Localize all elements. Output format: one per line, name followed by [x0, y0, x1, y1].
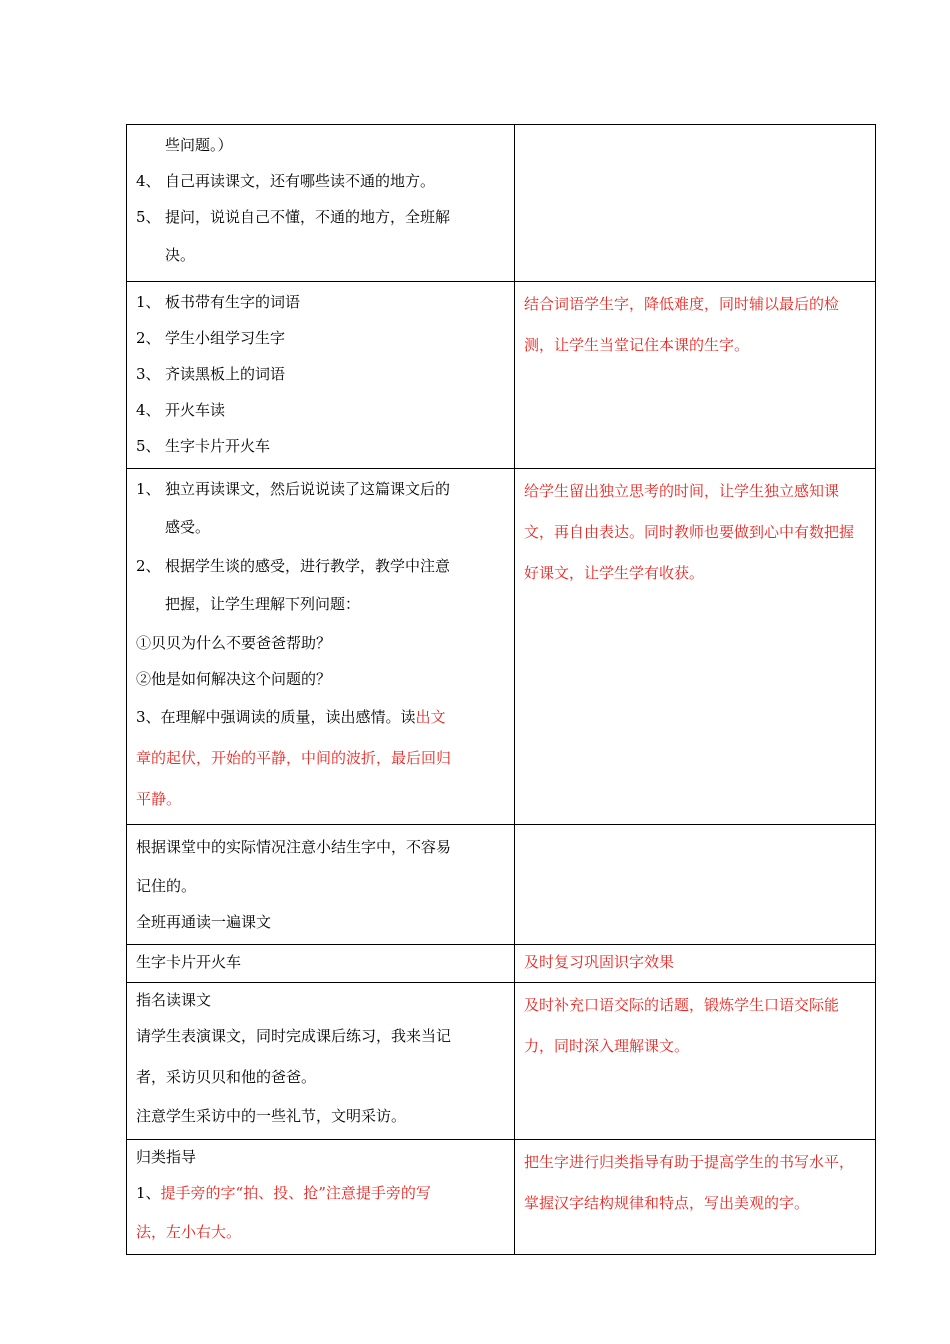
procedure-line: 3、在理解中强调读的质量，读出感情。读 [136, 708, 416, 726]
procedure-cell [127, 1140, 515, 1255]
table-row [127, 983, 876, 1140]
intent-note: 把生字进行归类指导有助于提高学生的书写水平，掌握汉字结构规律和特点，写出美观的字。 [524, 1153, 855, 1212]
table-row [127, 125, 876, 282]
table-row [127, 282, 876, 469]
table-row [127, 1140, 876, 1255]
procedure-cell [127, 983, 515, 1140]
procedure-line: 提问，说说自己不懂，不通的地方，全班解 [165, 208, 451, 226]
procedure-line: 学生小组学习生字 [165, 329, 286, 347]
intent-cell [515, 825, 876, 945]
procedure-line: 者，采访贝贝和他的爸爸。 [136, 1068, 317, 1086]
procedure-line: 独立再读课文，然后说说读了这篇课文后的 [165, 480, 451, 498]
item-number: 5、 [136, 208, 161, 226]
item-number: 1、 [136, 480, 161, 498]
procedure-line-emphasis: 提手旁的字“拍、投、抢”注意提手旁的写 [160, 1184, 431, 1202]
item-number: 4、 [136, 172, 161, 190]
intent-cell [515, 983, 876, 1140]
item-number: 1、 [136, 1184, 161, 1202]
procedure-line-emphasis: 章的起伏，开始的平静，中间的波折，最后回归 [136, 749, 452, 767]
procedure-line: 板书带有生字的词语 [165, 293, 301, 311]
table-row [127, 469, 876, 825]
procedure-cell [127, 825, 515, 945]
lesson-plan-table [126, 124, 876, 1255]
procedure-line: 决。 [165, 246, 196, 264]
procedure-line: 指名读课文 [136, 991, 212, 1009]
procedure-cell [127, 125, 515, 282]
intent-cell [515, 125, 876, 282]
procedure-line: 生字卡片开火车 [165, 437, 271, 455]
procedure-line: 根据学生谈的感受，进行教学，教学中注意 [165, 557, 451, 575]
item-number: 2、 [136, 329, 161, 347]
intent-cell [515, 469, 876, 825]
procedure-line: 请学生表演课文，同时完成课后练习，我来当记 [136, 1027, 452, 1045]
procedure-line: 把握，让学生理解下列问题： [165, 595, 361, 613]
procedure-line: 全班再通读一遍课文 [136, 913, 272, 931]
procedure-line-emphasis: 法，左小右大。 [136, 1223, 242, 1241]
item-number: 1、 [136, 293, 161, 311]
procedure-line: ②他是如何解决这个问题的？ [136, 670, 332, 688]
procedure-line: 些问题。） [165, 136, 233, 154]
table-row [127, 945, 876, 983]
procedure-line: ①贝贝为什么不要爸爸帮助？ [136, 634, 332, 652]
intent-cell [515, 282, 876, 469]
item-number: 5、 [136, 437, 161, 455]
intent-cell [515, 945, 876, 983]
intent-cell [515, 1140, 876, 1255]
procedure-line: 根据课堂中的实际情况注意小结生字中，不容易 [136, 838, 452, 856]
intent-note: 给学生留出独立思考的时间，让学生独立感知课文，再自由表达。同时教师也要做到心中有数把握好课文，让学生学有收获。 [524, 482, 855, 582]
procedure-line: 自己再读课文，还有哪些读不通的地方。 [165, 172, 436, 190]
procedure-line: 感受。 [165, 518, 211, 536]
procedure-line: 注意学生采访中的一些礼节，文明采访。 [136, 1107, 407, 1125]
procedure-cell [127, 282, 515, 469]
intent-note: 及时复习巩固识字效果 [524, 953, 675, 971]
intent-note: 结合词语学生字，降低难度，同时辅以最后的检测，让学生当堂记住本课的生字。 [524, 295, 840, 354]
procedure-line: 归类指导 [136, 1148, 197, 1166]
intent-note: 及时补充口语交际的话题，锻炼学生口语交际能力，同时深入理解课文。 [524, 996, 840, 1055]
procedure-line: 齐读黑板上的词语 [165, 365, 286, 383]
item-number: 4、 [136, 401, 161, 419]
procedure-line: 生字卡片开火车 [136, 953, 242, 971]
procedure-line: 开火车读 [165, 401, 226, 419]
procedure-cell [127, 945, 515, 983]
item-number: 2、 [136, 557, 161, 575]
table-row [127, 825, 876, 945]
item-number: 3、 [136, 365, 161, 383]
procedure-line-emphasis: 出文 [415, 708, 446, 726]
procedure-line: 记住的。 [136, 877, 197, 895]
procedure-line-emphasis: 平静。 [136, 790, 182, 808]
procedure-cell [127, 469, 515, 825]
